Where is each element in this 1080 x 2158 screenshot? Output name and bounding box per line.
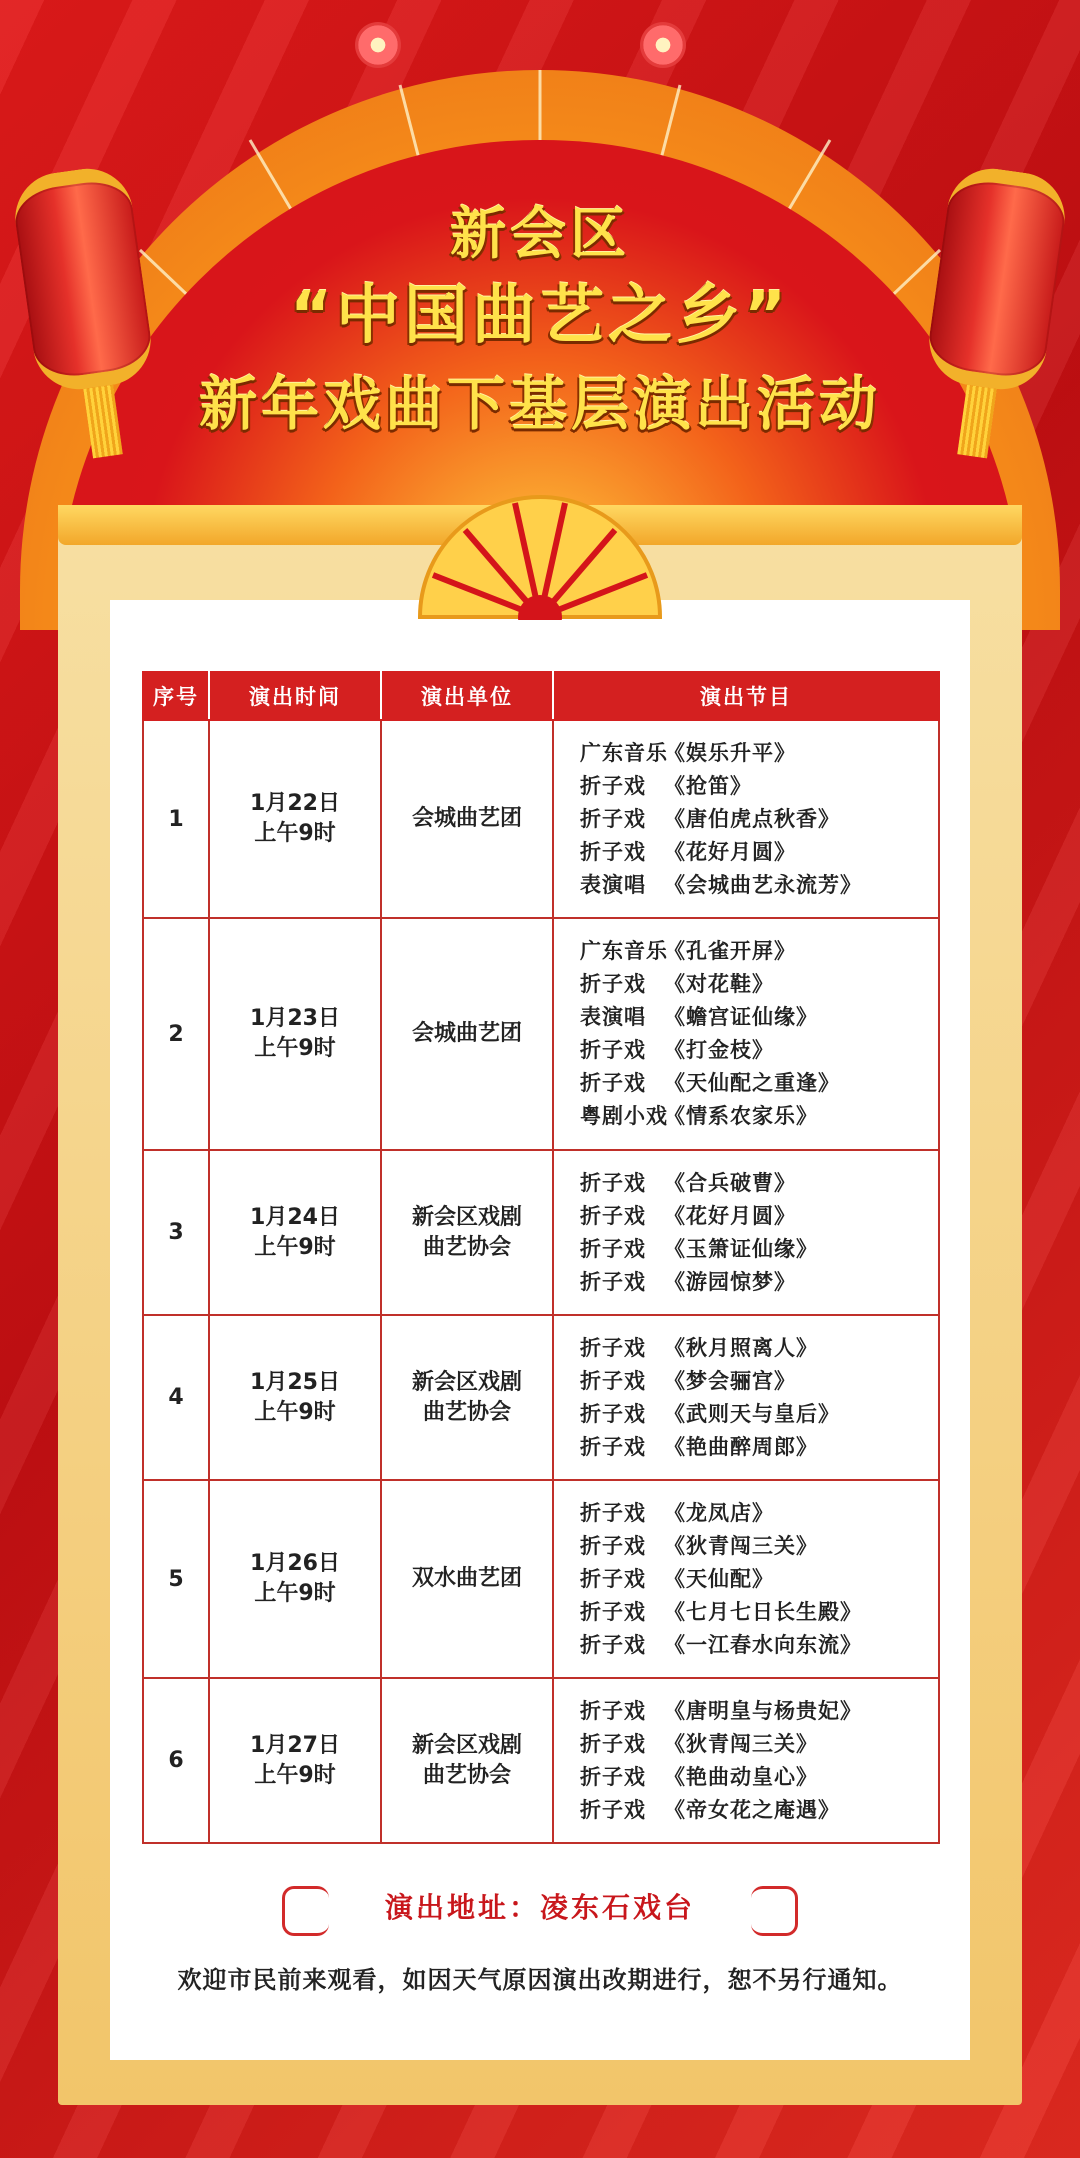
row-date: 1月24日 [250,1204,340,1230]
row-unit [381,1480,553,1678]
program-item [580,1100,938,1133]
program-title: 《狄青闯三关》 [664,1731,818,1756]
program-item [580,1200,938,1233]
row-seq: 5 [143,1480,209,1678]
program-type: 折子戏 [580,806,646,831]
row-programs [553,1480,939,1678]
program-type: 折子戏 [580,1401,646,1426]
row-date: 1月23日 [250,1006,340,1031]
fan-icon [415,495,665,620]
program-type: 表演唱 [580,1005,646,1029]
title-line-2: “中国曲艺之乡” [289,279,791,353]
table-row [143,1678,939,1843]
program-title: 《孔雀开屏》 [664,939,796,963]
program-item [580,1431,938,1464]
title-line-3: 新年戏曲下基层演出活动 [198,370,881,438]
program-title: 《艳曲醉周郎》 [664,1434,818,1459]
row-programs [553,918,939,1150]
program-item [580,1266,938,1299]
program-type: 折子戏 [580,1632,646,1657]
program-title: 《合兵破曹》 [664,1170,796,1195]
program-title: 《天仙配》 [664,1566,774,1591]
program-type: 折子戏 [580,1335,646,1360]
row-programs [553,1315,939,1480]
row-hour: 上午9时 [254,821,336,846]
table-header-row [143,672,939,720]
row-seq: 1 [143,720,209,918]
program-item [580,1629,938,1662]
unit-line: 会城曲艺团 [411,806,522,831]
program-type: 折子戏 [580,1269,646,1294]
row-date: 1月26日 [250,1551,340,1576]
row-unit [381,720,553,918]
program-type: 折子戏 [580,1797,646,1822]
row-seq: 3 [143,1150,209,1315]
header-seq: 序号 [143,672,209,720]
program-type: 折子戏 [580,1731,646,1756]
header-time: 演出时间 [209,672,381,720]
program-type: 粤剧小戏 [580,1104,668,1128]
program-item [580,1497,938,1530]
row-hour: 上午9时 [254,1234,336,1260]
program-title: 《打金枝》 [664,1038,774,1062]
program-title: 《七月七日长生殿》 [664,1599,862,1624]
program-item [580,836,938,869]
title-line-1: 新会区 [450,202,630,267]
program-title: 《龙凤店》 [664,1500,774,1525]
row-seq: 4 [143,1315,209,1480]
row-programs [553,720,939,918]
row-unit [381,918,553,1150]
program-item [580,1563,938,1596]
program-title: 《玉箫证仙缘》 [664,1236,818,1261]
program-type: 折子戏 [580,972,646,996]
program-item [580,1695,938,1728]
program-title: 《狄青闯三关》 [664,1533,818,1558]
unit-line: 新会区戏剧 [411,1204,522,1230]
row-programs [553,1150,939,1315]
program-type: 折子戏 [580,1071,646,1095]
row-time [209,1480,381,1678]
program-title: 《蟾宫证仙缘》 [664,1005,818,1029]
program-title: 《梦会骊宫》 [664,1368,796,1393]
program-type: 折子戏 [580,1203,646,1228]
program-type: 折子戏 [580,1599,646,1624]
program-title: 《娱乐升平》 [664,740,796,765]
program-title: 《会城曲艺永流芳》 [664,872,862,897]
program-title: 《抢笛》 [664,773,752,798]
program-type: 折子戏 [580,1500,646,1525]
program-item [580,1398,938,1431]
program-title: 《对花鞋》 [664,972,774,996]
program-item [580,869,938,902]
program-type: 表演唱 [580,872,646,897]
program-type: 折子戏 [580,1566,646,1591]
row-unit [381,1315,553,1480]
row-time [209,1678,381,1843]
program-title: 《唐明皇与杨贵妃》 [664,1698,862,1723]
row-time [209,918,381,1150]
program-type: 折子戏 [580,773,646,798]
unit-line: 双水曲艺团 [411,1566,522,1591]
program-title: 《帝女花之庵遇》 [664,1797,840,1822]
program-type: 折子戏 [580,1038,646,1062]
row-hour: 上午9时 [254,1762,336,1788]
program-item [580,1067,938,1100]
program-title: 《情系农家乐》 [664,1104,818,1128]
row-hour: 上午9时 [254,1399,336,1425]
table-row [143,1315,939,1480]
plum-flower-icon [355,22,401,68]
program-type: 折子戏 [580,839,646,864]
program-type: 广东音乐 [580,740,668,765]
program-type: 折子戏 [580,1533,646,1558]
unit-line: 曲艺协会 [422,1234,511,1260]
program-item [580,1596,938,1629]
row-seq: 6 [143,1678,209,1843]
program-type: 折子戏 [580,1368,646,1393]
program-title: 《花好月圆》 [664,839,796,864]
program-title: 《秋月照离人》 [664,1335,818,1360]
program-item [580,770,938,803]
row-seq: 2 [143,918,209,1150]
program-type: 折子戏 [580,1236,646,1261]
unit-line: 会城曲艺团 [411,1021,522,1046]
program-item [580,803,938,836]
table-row [143,918,939,1150]
program-item [580,1034,938,1067]
table-row [143,720,939,918]
row-hour: 上午9时 [254,1581,336,1606]
program-item [580,1332,938,1365]
row-hour: 上午9时 [254,1036,336,1061]
program-item [580,1233,938,1266]
program-title: 《游园惊梦》 [664,1269,796,1294]
program-item [580,1728,938,1761]
program-title: 《天仙配之重逢》 [664,1071,840,1095]
program-item [580,1167,938,1200]
schedule-table [142,671,940,1844]
performance-address: 演出地址：凌东石戏台 [290,1878,790,1938]
row-time [209,1150,381,1315]
header-programs: 演出节目 [553,672,939,720]
program-title: 《武则天与皇后》 [664,1401,840,1426]
row-time [209,720,381,918]
program-type: 折子戏 [580,1434,646,1459]
unit-line: 新会区戏剧 [411,1732,522,1758]
notice-text: 欢迎市民前来观看，如因天气原因演出改期进行，恕不另行通知。 [177,1966,903,1994]
program-title: 《唐伯虎点秋香》 [664,806,840,831]
unit-line: 新会区戏剧 [411,1369,522,1395]
program-item [580,935,938,968]
program-type: 折子戏 [580,1764,646,1789]
program-type: 广东音乐 [580,939,668,963]
program-item [580,1001,938,1034]
program-item [580,1365,938,1398]
program-title: 《艳曲动皇心》 [664,1764,818,1789]
program-title: 《一江春水向东流》 [664,1632,862,1657]
program-item [580,737,938,770]
program-item [580,1530,938,1563]
header-unit: 演出单位 [381,672,553,720]
table-row [143,1150,939,1315]
unit-line: 曲艺协会 [422,1762,511,1788]
program-item [580,1761,938,1794]
row-unit [381,1678,553,1843]
row-programs [553,1678,939,1843]
table-row [143,1480,939,1678]
row-time [209,1315,381,1480]
row-date: 1月22日 [250,791,340,816]
row-unit [381,1150,553,1315]
plum-flower-icon [640,22,686,68]
program-type: 折子戏 [580,1170,646,1195]
program-item [580,968,938,1001]
program-title: 《花好月圆》 [664,1203,796,1228]
program-item [580,1794,938,1827]
unit-line: 曲艺协会 [422,1399,511,1425]
row-date: 1月25日 [250,1369,340,1395]
program-type: 折子戏 [580,1698,646,1723]
poster-title [0,200,1080,446]
row-date: 1月27日 [250,1732,340,1758]
